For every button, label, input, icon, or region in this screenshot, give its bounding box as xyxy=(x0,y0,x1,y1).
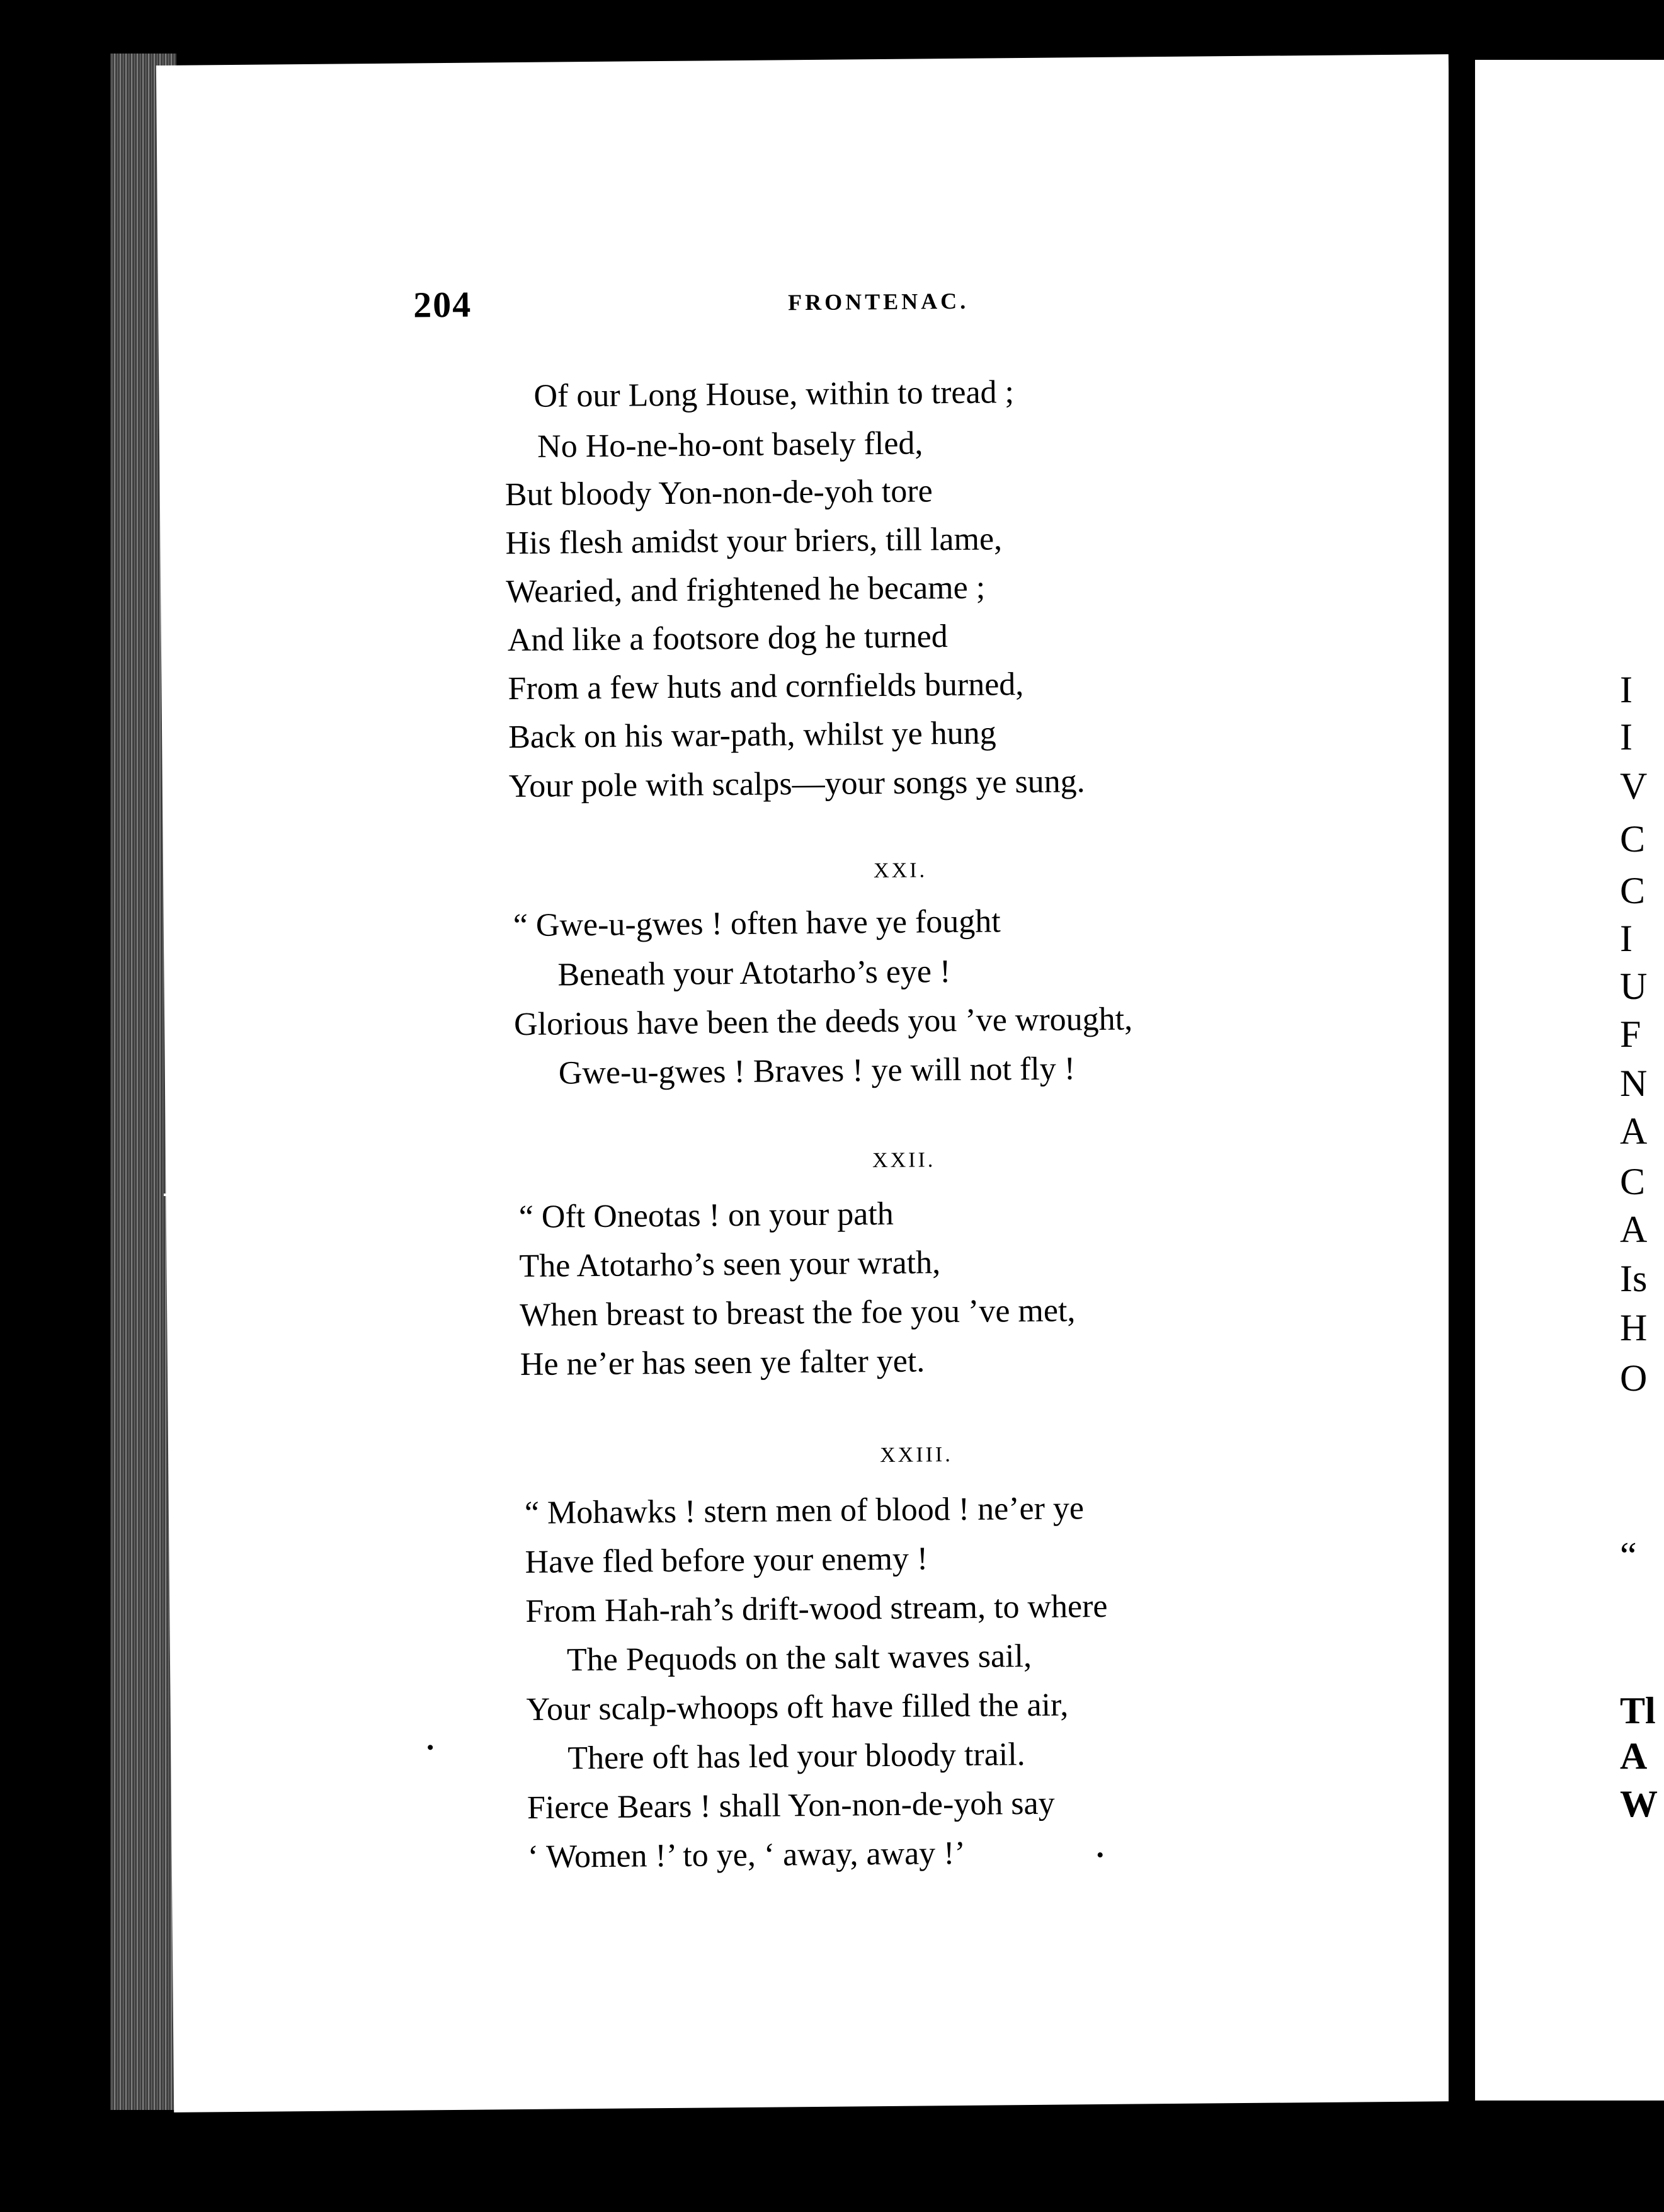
poem-line: When breast to breast the foe you ’ve met, xyxy=(519,1292,1076,1334)
facing-page-fragment: “ xyxy=(1620,1535,1637,1576)
poem-line: “ Gwe-u-gwes ! often have ye fought xyxy=(513,903,1001,944)
poem-line: But bloody Yon-non-de-yoh tore xyxy=(504,473,933,513)
facing-page-fragment: H xyxy=(1620,1307,1648,1348)
facing-page-fragment: O xyxy=(1620,1357,1648,1399)
facing-page-fragment: N xyxy=(1620,1063,1648,1104)
poem-line: “ Mohawks ! stern men of blood ! ne’er ye xyxy=(524,1490,1085,1531)
poem-line: Beneath your Atotarho’s eye ! xyxy=(557,954,951,993)
stanza-number: XXI. xyxy=(873,858,928,883)
facing-page-fragment: Is xyxy=(1620,1258,1648,1299)
poem-line: The Atotarho’s seen your wrath, xyxy=(519,1245,941,1285)
poem-line: He ne’er has seen ye falter yet. xyxy=(520,1343,925,1383)
poem-line: Wearied, and frightened he became ; xyxy=(505,569,986,610)
ink-speck xyxy=(428,1745,433,1750)
ink-speck xyxy=(1098,1852,1103,1857)
poem-line: Glorious have been the deeds you ’ve wrought, xyxy=(513,1001,1133,1043)
poem-line: Fierce Bears ! shall Yon-non-de-yoh say xyxy=(527,1785,1055,1826)
poem-line: The Pequods on the salt waves sail, xyxy=(566,1638,1032,1679)
facing-page-fragment: A xyxy=(1620,1110,1648,1152)
facing-page-fragment: Tl xyxy=(1620,1690,1656,1731)
facing-page-fragment: A xyxy=(1620,1735,1648,1777)
book-gutter xyxy=(1449,54,1475,2107)
facing-page-fragment: C xyxy=(1620,870,1646,911)
running-head: FRONTENAC. xyxy=(788,288,969,316)
poem-line: No Ho-ne-ho-ont basely fled, xyxy=(537,425,923,465)
stanza-number: XXII. xyxy=(872,1148,936,1173)
poem-line: Back on his war-path, whilst ye hung xyxy=(508,715,996,756)
facing-page-fragment: F xyxy=(1620,1013,1641,1055)
poem-line: Your scalp-whoops oft have filled the air, xyxy=(526,1687,1069,1728)
facing-page-fragment: I xyxy=(1620,669,1633,710)
page-header xyxy=(158,275,1451,355)
facing-page-fragment: I xyxy=(1620,918,1633,959)
facing-page-fragment: A xyxy=(1620,1209,1648,1250)
poem-line: From Hah-rah’s drift-wood stream, to where xyxy=(525,1588,1108,1629)
poem-line: “ Oft Oneotas ! on your path xyxy=(518,1195,894,1236)
poem-line: Your pole with scalps—your songs ye sung. xyxy=(508,763,1085,805)
poem-line: Have fled before your enemy ! xyxy=(525,1541,928,1580)
poem-line: His flesh amidst your briers, till lame, xyxy=(505,521,1003,562)
facing-page-fragment: U xyxy=(1620,966,1648,1007)
poem-line: There oft has led your bloody trail. xyxy=(567,1736,1025,1777)
book-page xyxy=(156,54,1466,2112)
scan-scratch xyxy=(164,1194,220,1196)
poem-line: Gwe-u-gwes ! Braves ! ye will not fly ! xyxy=(558,1051,1076,1092)
stanza-number: XXIII. xyxy=(879,1443,953,1468)
facing-page-fragment: V xyxy=(1620,765,1648,807)
facing-page-fragment: C xyxy=(1620,1161,1646,1202)
facing-page-fragment: W xyxy=(1620,1783,1658,1825)
poem-line: From a few huts and cornfields burned, xyxy=(508,666,1024,707)
poem-line: ‘ Women !’ to ye, ‘ away, away !’ xyxy=(527,1835,966,1875)
facing-page-fragment: I xyxy=(1620,716,1633,758)
poem-line: Of our Long House, within to tread ; xyxy=(533,374,1015,414)
page-number: 204 xyxy=(413,283,472,326)
facing-page-fragment: C xyxy=(1620,818,1646,860)
poem-line: And like a footsore dog he turned xyxy=(507,619,949,659)
